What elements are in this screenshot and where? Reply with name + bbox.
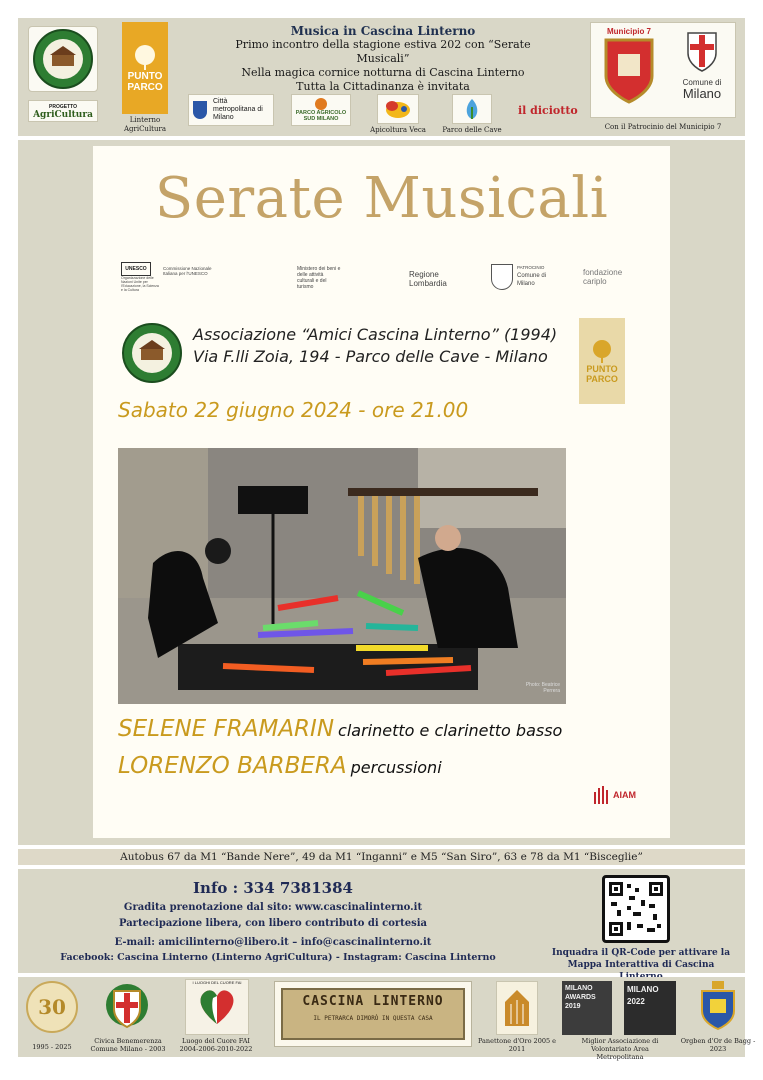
info-band [18,869,745,973]
amici-cascina-logo [28,26,98,92]
punto-parco-logo: PUNTO PARCO [122,22,168,114]
performer-1 [118,716,562,742]
municipio-crest-icon [602,36,656,106]
aiam-logo: AIAM [593,786,636,804]
header-text [228,24,538,94]
award-caption-7: Orgben d'Or de Bagg - 2023 [680,1037,756,1053]
leaf-icon [315,98,327,110]
anniversary-30-badge: 30 [26,981,78,1033]
poster-title: Serate Musicali [154,166,609,231]
punto-parco-caption: Linterno AgriCultura [123,116,167,133]
poster [93,146,670,838]
info-booking[interactable]: Gradita prenotazione dal sito: www.cascinalinterno.it [123,902,423,913]
municipio-comune-logo: Municipio 7 Comune di Milano [590,22,736,118]
info-participation: Partecipazione libera, con libero contributo di cortesia [118,918,428,929]
qr-caption: Inquadra il QR-Code per attivare la Mappa Interattiva di Cascina [551,948,731,970]
punto-parco-small-logo: PUNTO PARCO [579,318,625,404]
award-caption-2: Civica Benemerenza Comune Milano - 2003 [90,1037,166,1053]
performer-1-name: SELENE FRAMARIN [118,716,335,742]
info-email[interactable]: E-mail: amicilinterno@libero.it – info@cascinalinterno.it [114,937,432,948]
unesco-logo: UNESCO Organizzazione delle Nazioni Unite per l'Educazione, la Scienza e la Cultura [121,262,159,292]
awards-band [18,977,756,1061]
panettone-doro-badge [496,981,538,1035]
aiam-bars-icon [593,786,611,804]
milano-2022-badge: MILANO 2022 [624,981,676,1035]
header-band [18,18,745,136]
photo-credit: Photo: Beatrice Perrera [525,682,560,694]
info-social[interactable]: Facebook: Cascina Linterno (Linterno AgriCultura) - Instagram: Cascina Linterno [60,952,496,963]
patrocinio-caption: Con il Patrocinio del Municipio 7 [604,123,722,131]
citta-metropolitana-logo: Città metropolitana di Milano [188,94,274,126]
comune-patrocinio-logo: PATROCINIO Comune di Milano [491,262,561,296]
header-title: Musica in Cascina Linterno [290,24,476,38]
info-phone: Info : 334 7381384 [193,879,353,897]
sponsor-strip [121,262,641,296]
performer-2 [118,753,442,779]
commissione-unesco-logo: Commissione Nazionale Italiana per l'UNESCO [163,266,212,276]
performers-photo [118,448,566,704]
ministero-logo: Ministero dei beni e delle attività culturali e del turismo [297,266,341,290]
award-caption-6: Miglior Associazione di Volontariato Area Metropolitana [581,1037,659,1061]
milano-crest-icon [682,27,722,73]
parco-sud-logo: PARCO AGRICOLO SUD MILANO [291,94,351,126]
performer-1-role: clarinetto e clarinetto basso [338,721,563,740]
parco-cave-logo [452,94,492,124]
association-info [193,324,557,368]
amici-cascina-small-logo [121,322,183,384]
header-line-3: Tutta la Cittadinanza è invitata [296,80,470,93]
association-line-1: Associazione “Amici Cascina Linterno” (1994) [193,325,558,344]
milano-awards-2019-badge: MILANO AWARDS 2019 [562,981,612,1035]
fai-badge: I LUOGHI DEL CUORE FAI [185,979,249,1035]
header-line-2: Nella magica cornice notturna di Cascina Linterno [241,66,525,79]
header-line-1: Primo incontro della stagione estiva 202 con “Serate Musicali” [235,38,531,65]
apicoltura-logo [377,94,419,124]
performer-2-role: percussioni [350,758,442,777]
cascina-sign: CASCINA LINTERNO IL PETRARCA DIMORÒ IN QUESTA CASA [274,981,472,1047]
comune-crest-icon [491,264,513,290]
diciotto-logo: il diciotto [518,104,578,117]
association-line-2: Via F.lli Zoia, 194 - Parco delle Cave - Milano [193,347,548,366]
civica-benemerenza-badge [104,981,150,1033]
qr-code[interactable] [602,875,670,943]
bagg-crest [698,981,738,1033]
award-caption-5: Panettone d'Oro 2005 e 2011 [477,1037,557,1053]
parco-cave-caption: Parco delle Cave [442,126,502,134]
apicoltura-caption: Apicoltura Veca [370,126,426,134]
event-date: Sabato 22 giugno 2024 - ore 21.00 [118,398,469,422]
transport-info: Autobus 67 da M1 “Bande Nere”, 49 da M1 “Inganni” e M5 “San Siro”, 63 e 78 da M1 “Bisceglie” [120,851,643,863]
award-caption-3: Luogo del Cuore FAI 2004-2006-2010-2022 [179,1037,253,1053]
award-caption-1: 1995 - 2025 [32,1043,72,1051]
city-crest-icon [193,101,207,119]
fondazione-cariplo-logo: fondazione cariplo [583,268,623,286]
agricultura-logo: PROGETTO AgriCultura [28,100,98,122]
transport-band [18,849,745,865]
regione-lombardia-logo: Regione Lombardia [409,270,447,288]
performer-2-name: LORENZO BARBERA [118,753,347,779]
